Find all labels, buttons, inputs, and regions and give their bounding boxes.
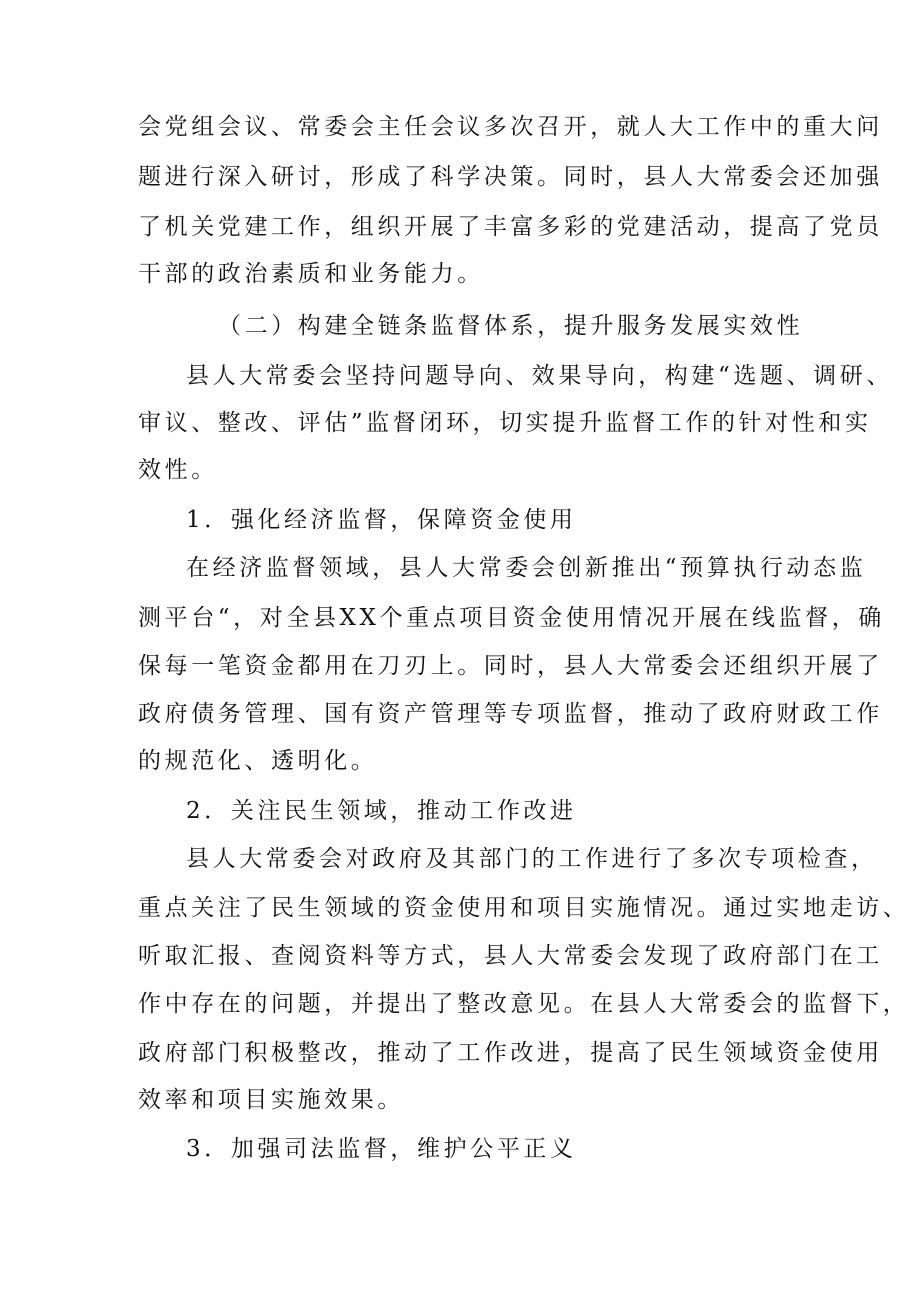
paragraph-line: 测平台“，对全县XX个重点项目资金使用情况开展在线监督，确 [138, 605, 885, 631]
paragraph-line: 会党组会议、常委会主任会议多次召开，就人大工作中的重大问 [138, 114, 883, 140]
subsection-heading: 3．加强司法监督，维护公平正义 [186, 1136, 577, 1162]
paragraph-line: 听取汇报、查阅资料等方式，县人大常委会发现了政府部门在工 [138, 943, 883, 969]
paragraph-line: 效性。 [138, 457, 218, 483]
paragraph-line: 审议、整改、评估”监督闭环，切实提升监督工作的针对性和实 [138, 410, 872, 436]
subsection-heading: 2．关注民生领域，推动工作改进 [186, 798, 577, 824]
paragraph-line: 干部的政治素质和业务能力。 [138, 261, 484, 287]
paragraph-line: 了机关党建工作，组织开展了丰富多彩的党建活动，提高了党员 [138, 214, 883, 240]
paragraph-line: 重点关注了民生领域的资金使用和项目实施情况。通过实地走访、 [138, 895, 910, 921]
paragraph-line: 县人大常委会对政府及其部门的工作进行了多次专项检查， [186, 846, 878, 872]
paragraph-line: 题进行深入研讨，形成了科学决策。同时，县人大常委会还加强 [138, 164, 883, 190]
paragraph-line: 作中存在的问题，并提出了整改意见。在县人大常委会的监督下， [138, 991, 910, 1017]
paragraph-line: 效率和项目实施效果。 [138, 1087, 404, 1113]
subsection-heading: 1．强化经济监督，保障资金使用 [186, 507, 577, 533]
paragraph-line: 保每一笔资金都用在刀刃上。同时，县人大常委会还组织开展了 [138, 653, 883, 679]
paragraph-line: 政府部门积极整改，推动了工作改进，提高了民生领域资金使用 [138, 1040, 883, 1066]
paragraph-line: 县人大常委会坚持问题导向、效果导向，构建“选题、调研、 [186, 363, 893, 389]
section-heading: （二）构建全链条监督体系，提升服务发展实效性 [218, 313, 804, 339]
paragraph-line: 在经济监督领域，县人大常委会创新推出“预算执行动态监 [186, 555, 867, 581]
paragraph-line: 政府债务管理、国有资产管理等专项监督，推动了政府财政工作 [138, 701, 883, 727]
paragraph-line: 的规范化、透明化。 [138, 748, 378, 774]
